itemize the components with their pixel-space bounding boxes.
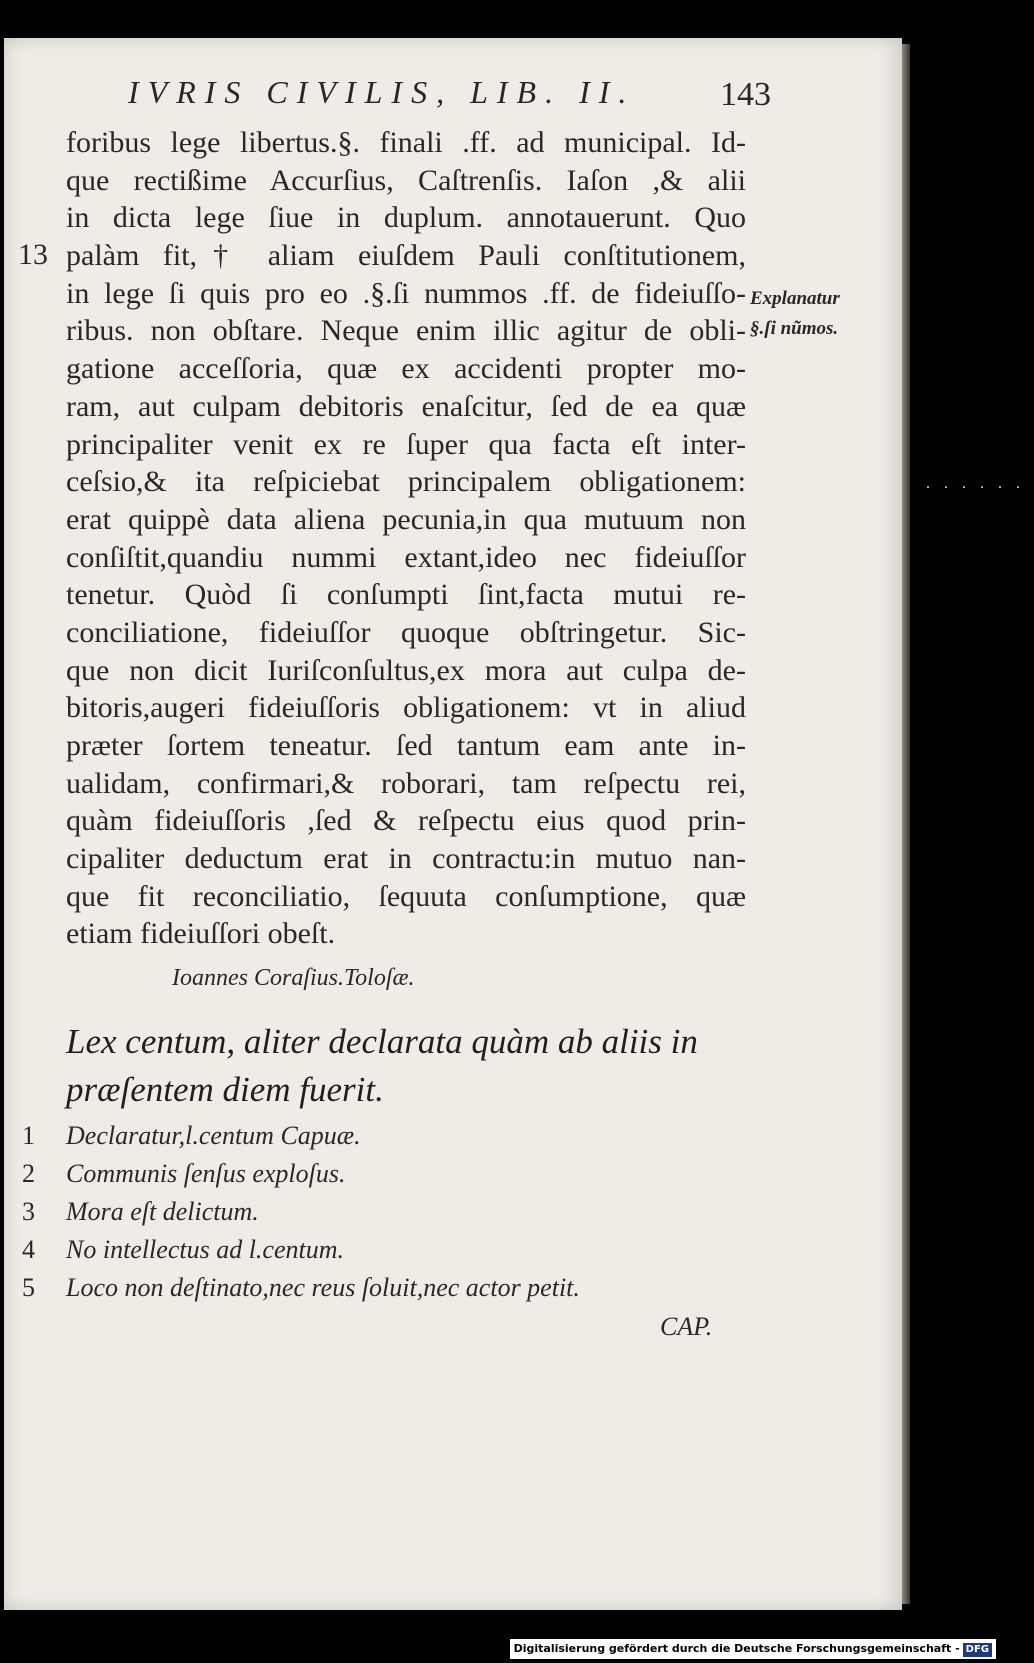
catchword: CAP. bbox=[660, 1312, 713, 1341]
summary-item bbox=[22, 1231, 722, 1269]
summary-number: 1 bbox=[22, 1121, 35, 1150]
page-edge bbox=[902, 44, 910, 1604]
footer-text: Digitalisierung gefördert durch die Deutsche Forschungsgemeinschaft - bbox=[513, 1642, 960, 1655]
author-signature: Ioannes Coraſius.Toloſæ. bbox=[172, 965, 415, 991]
text-line: præter ſortem teneatur. ſed tantum eam ante in- bbox=[66, 729, 746, 762]
summary-number: 3 bbox=[22, 1197, 35, 1226]
text-line: in dicta lege ſiue in duplum. annotauerunt. Quo bbox=[66, 201, 746, 235]
text-line: que rectißime Accurſius, Caſtrenſis. Iaſon ,& alii bbox=[66, 163, 746, 197]
text-line: erat quippè data aliena pecunia,in qua mutuum non bbox=[66, 502, 746, 536]
text-line: etiam fideiuſſori obeſt. bbox=[66, 917, 336, 951]
text-line: bitoris,augeri fideiuſſoris obligationem: vt in aliud bbox=[66, 691, 746, 725]
summary-text: Declaratur,l.centum Capuæ. bbox=[66, 1121, 361, 1150]
summary-text: No intellectus ad l.centum. bbox=[66, 1235, 345, 1264]
text-line: quàm fideiuſſoris ,ſed & reſpectu eius quod prin- bbox=[66, 804, 746, 838]
running-head: IVRIS CIVILIS, LIB. II. bbox=[128, 74, 636, 110]
text-line: que fit reconciliatio, ſequuta conſumptione, quæ bbox=[66, 879, 746, 913]
heading-line: præſentem diem fuerit. bbox=[66, 1070, 384, 1109]
text-line: tenetur. Quòd ſi conſumpti ſint,facta mutui re- bbox=[66, 578, 746, 612]
text-line: in lege ſi quis pro eo .§.ſi nummos .ff. de fideiuſſo- bbox=[66, 276, 746, 310]
summary-number: 5 bbox=[22, 1273, 35, 1302]
summary-text: Mora eſt delictum. bbox=[66, 1197, 259, 1226]
funding-footer bbox=[510, 1639, 996, 1659]
summary-number: 4 bbox=[22, 1235, 35, 1264]
text-line: palàm fit,† aliam eiuſdem Pauli conſtitutionem, bbox=[66, 239, 746, 273]
summary-text: Communis ſenſus exploſus. bbox=[66, 1159, 346, 1188]
heading-line: Lex centum, aliter declarata quàm ab aliis in bbox=[66, 1022, 698, 1061]
dfg-logo-icon: DFG bbox=[963, 1643, 992, 1657]
text-line: ceſsio,& ita reſpiciebat principalem obligationem: bbox=[66, 465, 746, 499]
text-line: ualidam, confirmari,& roborari, tam reſpectu rei, bbox=[66, 766, 746, 800]
margin-section-number: 13 bbox=[18, 238, 48, 271]
text-line: que non dicit Iuriſconſultus,ex mora aut culpa de- bbox=[66, 653, 746, 687]
summary-text: Loco non deſtinato,nec reus ſoluit,nec actor petit. bbox=[66, 1273, 580, 1302]
body-text bbox=[66, 124, 746, 953]
text-line: conciliatione, fideiuſſor quoque obſtringetur. Sic- bbox=[66, 615, 746, 649]
text-line: foribus lege libertus.§. finali .ff. ad municipal. Id- bbox=[66, 126, 746, 159]
summary-item bbox=[22, 1193, 722, 1231]
margin-note bbox=[750, 284, 840, 344]
text-line: gatione acceſſoria, quæ ex accidenti propter mo- bbox=[66, 352, 746, 386]
scan-artifact-dots: ...... bbox=[926, 475, 1034, 492]
text-line: principaliter venit ex re ſuper qua facta eſt inter- bbox=[66, 427, 746, 461]
margin-note-line: §.ſi nũmos. bbox=[750, 318, 839, 339]
margin-note-line: Explanatur bbox=[750, 288, 840, 309]
summary-list bbox=[22, 1117, 722, 1307]
text-line: ribus. non obſtare. Neque enim illic agitur de obli- bbox=[66, 314, 746, 348]
summary-item bbox=[22, 1269, 722, 1307]
text-line: conſiſtit,quandiu nummi extant,ideo nec fideiuſſor bbox=[66, 540, 746, 574]
text-line: cipaliter deductum erat in contractu:in mutuo nan- bbox=[66, 842, 746, 876]
summary-item bbox=[22, 1117, 722, 1155]
text-line: ram, aut culpam debitoris enaſcitur, ſed de ea quæ bbox=[66, 389, 746, 423]
summary-number: 2 bbox=[22, 1159, 35, 1188]
section-heading bbox=[66, 1018, 746, 1114]
page-number: 143 bbox=[720, 76, 771, 113]
summary-item bbox=[22, 1155, 722, 1193]
